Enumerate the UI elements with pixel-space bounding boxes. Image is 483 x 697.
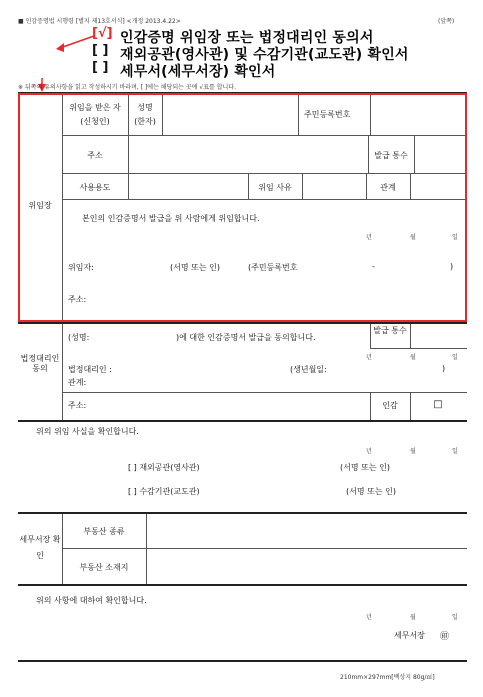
relation-label: 관계 (380, 183, 396, 192)
delegator-label: 위임자: (68, 263, 94, 272)
guardian-consent-text: )에 대한 인감증명서 발급을 동의합니다. (176, 333, 316, 342)
embassy-sign-label: (서명 또는 인) (340, 463, 390, 472)
guardian-section-label: 법정대리인 동의 (20, 354, 60, 373)
rrn-label: 주민등록번호 (304, 110, 351, 119)
property-type-field[interactable] (148, 516, 464, 546)
tax-statement: 위의 사항에 대하여 확인합니다. (36, 596, 147, 605)
delegation-statement: 본인의 인감증명서 발급을 위 사람에게 위임합니다. (82, 214, 260, 223)
title-line-3: 세무서(세무서장) 확인서 (120, 64, 276, 80)
checkbox-delegation[interactable]: [√] (92, 26, 113, 41)
page-side-note: (앞쪽) (438, 18, 455, 25)
tax-seal-mark: ㊞ (440, 632, 450, 642)
title-line-2: 재외공관(영사관) 및 수감기관(교도관) 확인서 (120, 47, 409, 63)
title-line-1: 인감증명 위임장 또는 법정대리인 동의서 (120, 30, 374, 46)
guardian-relation-label: 관계: (68, 378, 87, 387)
purpose-label: 사용용도 (79, 183, 111, 192)
rrn-dash: - (372, 262, 375, 271)
guardian-address-label: 주소: (68, 401, 87, 410)
delegation-section-label: 위임장 (28, 201, 52, 210)
tax-officer-label: 세무서장 (394, 631, 425, 640)
tax-month: 월 (410, 614, 416, 621)
guardian-copies-label: 발급 통수 (373, 326, 407, 335)
date-year: 년 (366, 234, 372, 241)
delegator-address-label: 주소: (68, 295, 87, 304)
recipient-label: 위임을 받은 자 (69, 103, 121, 112)
confirm-month: 월 (410, 448, 416, 455)
delegator-sign-label: (서명 또는 인) (170, 263, 220, 272)
seal-box[interactable]: □ (433, 399, 443, 410)
rrn-close: ) (450, 262, 454, 271)
highlight-frame (18, 93, 467, 322)
birth-label: (생년월일: (290, 365, 327, 374)
name-sub-label: (한자) (134, 117, 156, 126)
prison-checkbox[interactable]: [ ] 수감기관(교도관) (128, 487, 200, 496)
property-type-label: 부동산 종류 (83, 527, 125, 536)
prison-sign-label: (서명 또는 인) (346, 487, 396, 496)
address-label: 주소 (87, 151, 103, 160)
tax-section-label: 세무서장 확인 (19, 535, 61, 560)
guardian-month: 월 (410, 354, 416, 361)
guardian-day: 일 (452, 354, 458, 361)
form-reference-note: ■ 인감증명법 시행령 [별지 제13호서식] <개정 2013.4.22> (18, 18, 181, 25)
tax-day: 일 (452, 614, 458, 621)
guardian-name-label: (성명: (68, 333, 90, 342)
checkbox-confirmation[interactable]: [ ] (92, 43, 109, 58)
checkbox-tax-office[interactable]: [ ] (92, 60, 109, 75)
instruction-note: ※ 뒤쪽의 유의사항을 읽고 작성하시기 바라며, [ ]에는 해당되는 곳에 √표를 합니다. (18, 84, 237, 91)
copies-label: 발급 통수 (374, 151, 408, 160)
guardian-copies-field[interactable] (412, 326, 464, 346)
confirm-statement: 위의 위임 사실을 확인합니다. (36, 427, 139, 436)
name-label: 성명 (137, 103, 153, 112)
paper-spec-footer: 210mm×297mm[백상지 80g/㎡] (340, 674, 435, 681)
delegator-rrn-label: (주민등록번호 (248, 263, 298, 272)
guardian-year: 년 (366, 354, 372, 361)
property-location-label: 부동산 소재지 (79, 563, 129, 572)
recipient-sub-label: (신청인) (80, 117, 110, 126)
reason-label: 위임 사유 (258, 183, 292, 192)
confirm-year: 년 (366, 448, 372, 455)
date-day: 일 (452, 234, 458, 241)
confirm-day: 일 (452, 448, 458, 455)
seal-label: 인감 (382, 401, 398, 410)
tax-year: 년 (366, 614, 372, 621)
date-month: 월 (410, 234, 416, 241)
embassy-checkbox[interactable]: [ ] 재외공관(영사관) (128, 463, 200, 472)
legal-rep-label: 법정대리인 : (68, 365, 112, 374)
property-location-field[interactable] (148, 550, 464, 582)
birth-close: ) (442, 364, 446, 373)
